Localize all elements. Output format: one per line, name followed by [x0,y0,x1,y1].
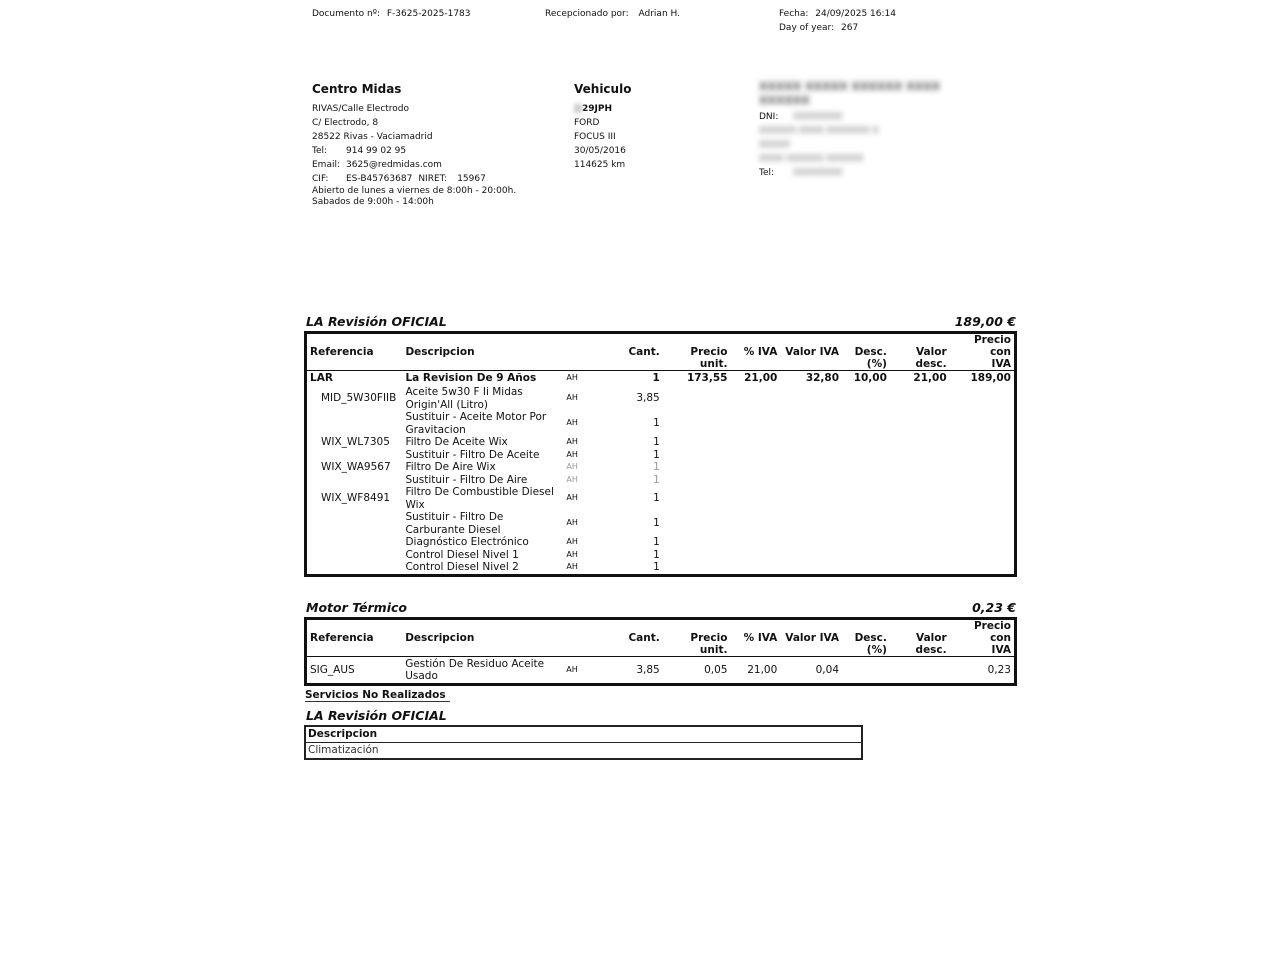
cell-cant: 1 [653,448,660,461]
document-number-label: Documento nº: [312,9,380,19]
cell-desc: Filtro De Combustible Diesel Wix [405,486,554,511]
table-row [306,461,1016,474]
cell-desc: Diagnóstico Electrónico [405,536,529,548]
cell-desc: Filtro De Aceite Wix [405,436,508,448]
hours-saturday: Sabados de 9:00h - 14:00h [312,197,434,207]
col-ref: Referencia [306,619,403,657]
cell-desc: Aceite 5w30 F Ii Midas Origin'All (Litro) [405,386,523,411]
section-total-motor: 0,23 € [972,600,1016,615]
col-desc: Descripcion [402,333,563,371]
col-pciva-l2: IVA [991,358,1011,370]
cell-cant: 1 [653,561,660,573]
cell-empty [663,436,1016,449]
col-valor-desc [890,333,950,371]
cell-valor-iva: 0,04 [815,663,840,676]
cell-op: AH [566,493,578,503]
day-of-year-value: 267 [841,23,859,33]
day-of-year-label: Day of year: [779,23,835,33]
cell-empty [663,549,1016,562]
date-value: 24/09/2025 16:14 [815,9,896,19]
day-of-year [779,23,858,33]
cell-cant: 1 [653,492,660,505]
cell-op: AH [566,549,578,559]
customer-block [759,80,979,180]
table-row [306,511,1016,536]
customer-tel-label: Tel: [759,168,775,178]
cell-desc: La Revision De 9 Años [405,372,537,385]
cell-cant: 1 [653,417,660,430]
document-number [312,9,471,19]
table-header [306,619,1016,657]
cell-empty [663,461,1016,474]
cell-ref: WIX_WF8491 [321,492,391,505]
cell-total: 189,00 [970,372,1011,385]
hours-weekdays: Abierto de lunes a viernes de 8:00h - 20:00h. [312,186,517,196]
col-desc-l2: (%) [866,644,887,656]
cell-desc: Filtro De Aire Wix [405,461,496,473]
email-label: Email: [312,160,341,170]
col-valor-l1: Valor [916,346,947,358]
not-done-table [304,725,863,760]
table-row-main [306,371,1016,387]
customer-address1: XXXXXX XXXX XXXXXXX X [759,126,879,136]
cell-ref [306,549,403,562]
cell-op: AH [566,474,578,484]
cell-desc: Sustituir - Filtro De Aire [405,473,528,486]
items-table-motor [304,617,1017,686]
cell-cant: 1 [652,372,660,385]
dni-value: XXXXXXXX [793,112,843,122]
table-row [306,549,1016,562]
cell-op: AH [566,373,578,383]
cell-op: AH [566,393,578,403]
cell-cant: 1 [653,461,660,473]
table-row [305,743,862,760]
not-done-heading: Servicios No Realizados [305,689,450,702]
cell-cant: 1 [653,473,660,486]
cell-cant: 3,85 [636,663,660,676]
col-desc: Descripcion [402,619,563,657]
cell-op: AH [566,537,578,546]
workshop-line1: RIVAS/Calle Electrodo [312,104,410,114]
vehicle-plate [574,102,734,116]
col-precio-l1: Precio [690,346,728,358]
cell-desc: Sustituir - Filtro De Carburante Diesel [405,511,504,536]
workshop-tel [312,144,552,158]
col-precio [663,619,731,657]
col-valor-l1: Valor [916,632,947,644]
date [779,9,896,19]
col-desc-pct [842,619,890,657]
cell-ref: SIG_AUS [310,663,355,676]
received-by-value: Adrian H. [638,9,680,19]
section-total-revision: 189,00 € [954,314,1016,329]
cell-ref [306,511,403,536]
received-by-label: Recepcionado por: [545,9,629,19]
col-valor-l2: desc. [915,358,947,370]
date-label: Fecha: [779,9,809,19]
customer-tel [759,166,979,180]
customer-dni [759,110,979,124]
vehicle-date: 30/05/2016 [574,146,626,156]
items-table-revision [304,331,1017,577]
col-op [563,619,618,657]
dni-label: DNI: [759,112,779,122]
cell-iva: 21,00 [747,663,778,676]
cell-ref [306,536,403,549]
cell-cant: 1 [653,536,660,548]
cell-op: AH [566,562,578,571]
vehicle-model: FOCUS III [574,132,616,142]
table-row [306,449,1016,462]
cell-op: AH [566,418,578,428]
cell-ref: LAR [310,372,333,385]
tel-value: 914 99 02 95 [346,146,407,156]
cell-ref [306,474,403,487]
workshop-line2: C/ Electrodo, 8 [312,118,379,128]
cell-empty [663,486,1016,511]
not-done-section-title: LA Revisión OFICIAL [306,708,447,723]
col-op [563,333,618,371]
cell-ref: WIX_WA9567 [321,461,391,473]
cell-op: AH [566,664,578,674]
cell-empty [663,411,1016,436]
table-row [306,386,1016,411]
col-valor-l2: desc. [915,644,947,656]
customer-tel-value: XXXXXXXX [793,168,843,178]
col-valor-iva: Valor IVA [780,619,842,657]
col-precio-l1: Precio [690,632,728,644]
cell-cant: 1 [653,436,660,448]
col-cant: Cant. [618,333,663,371]
table-row [306,657,1016,685]
cell-op: AH [566,437,578,446]
workshop-line3: 28522 Rivas - Vaciamadrid [312,132,433,142]
email-link[interactable]: 3625@redmidas.com [346,160,442,170]
cell-ref: WIX_WL7305 [321,436,390,448]
vehicle-block [574,82,734,172]
col-pciva-l2: IVA [991,644,1011,656]
cell-desc: Sustituir - Aceite Motor Por Gravitacion [405,411,547,436]
col-valor-iva: Valor IVA [780,333,842,371]
cell-desc: Gestión De Residuo Aceite Usado [405,657,545,682]
cell-iva: 21,00 [744,372,778,385]
cell-empty [663,449,1016,462]
cell-valor-iva: 32,80 [805,372,840,385]
cell-ref [306,561,403,575]
col-desc-l1: Desc. [854,632,887,644]
cell-desc: Sustituir - Filtro De Aceite [405,448,540,461]
cell-empty [663,561,1016,575]
workshop-email [312,158,552,172]
col-iva: % IVA [730,333,780,371]
table-header [306,333,1016,371]
cell-empty [663,536,1016,549]
workshop-cif [312,172,552,186]
cell-cant: 1 [653,548,660,561]
table-row [306,411,1016,436]
cell-precio: 173,55 [686,372,728,385]
cell-cant: 3,85 [636,392,660,405]
col-pciva-l1: Precio con [973,334,1011,358]
cell-precio: 0,05 [704,663,728,676]
col-precio-iva [950,333,1016,371]
workshop-name: Centro Midas [312,82,402,96]
col-ref: Referencia [306,333,403,371]
tel-label: Tel: [312,146,328,156]
vehicle-km: 114625 km [574,160,626,170]
col-desc-pct [842,333,890,371]
col-precio [663,333,731,371]
cell-op: AH [566,518,578,528]
table-row [306,536,1016,549]
col-precio-iva [950,619,1016,657]
table-row [306,486,1016,511]
cell-desc-pct [842,657,890,685]
col-desc-l1: Desc. [854,346,887,358]
cell-empty [663,511,1016,536]
vehicle-brand: FORD [574,118,600,128]
cell-empty [663,386,1016,411]
col-desc-l2: (%) [866,358,887,370]
cell-cant: 1 [653,517,660,530]
col-iva: % IVA [730,619,780,657]
cell-ref [306,411,403,436]
vehicle-title: Vehiculo [574,82,632,96]
plate-redaction [574,104,582,113]
plate-value: 29JPH [582,104,613,114]
workshop-block [312,82,552,208]
received-by [545,9,680,19]
cell-ref: MID_5W30FIIB [321,392,397,405]
table-header [305,726,862,743]
col-precio-l2: unit. [699,358,728,370]
cell-ref [306,449,403,462]
cell-valor-desc: 21,00 [913,372,947,385]
col-pciva-l1: Precio con [973,620,1011,644]
table-row [306,436,1016,449]
niret-label: NIRET: [418,174,448,184]
cell-op: AH [566,462,578,471]
cell-desc: Control Diesel Nivel 2 [405,561,519,573]
col-cant: Cant. [618,619,663,657]
col-precio-l2: unit. [699,644,728,656]
customer-name: XXXXX XXXXX XXXXXX XXXX XXXXXX [759,80,941,107]
customer-address3: XXXX XXXXXX XXXXXX [759,154,864,164]
cif-value: ES-B45763687 [346,174,413,184]
document-number-value: F-3625-2025-1783 [386,9,471,19]
table-row [306,561,1016,575]
cell-desc: Control Diesel Nivel 1 [405,548,519,561]
cell-valor-desc [890,657,950,685]
cell-desc: Climatización [308,744,379,756]
cell-empty [663,474,1016,487]
cif-label: CIF: [312,174,329,184]
section-title-motor: Motor Térmico [306,600,407,615]
niret-value: 15967 [457,174,486,184]
customer-address2: XXXXX [759,140,790,150]
section-title-revision: LA Revisión OFICIAL [306,314,447,329]
cell-total: 0,23 [987,663,1011,676]
col-valor-desc [890,619,950,657]
table-row [306,474,1016,487]
cell-desc-pct: 10,00 [853,372,887,385]
cell-op: AH [566,449,578,459]
col-desc: Descripcion [305,726,862,743]
